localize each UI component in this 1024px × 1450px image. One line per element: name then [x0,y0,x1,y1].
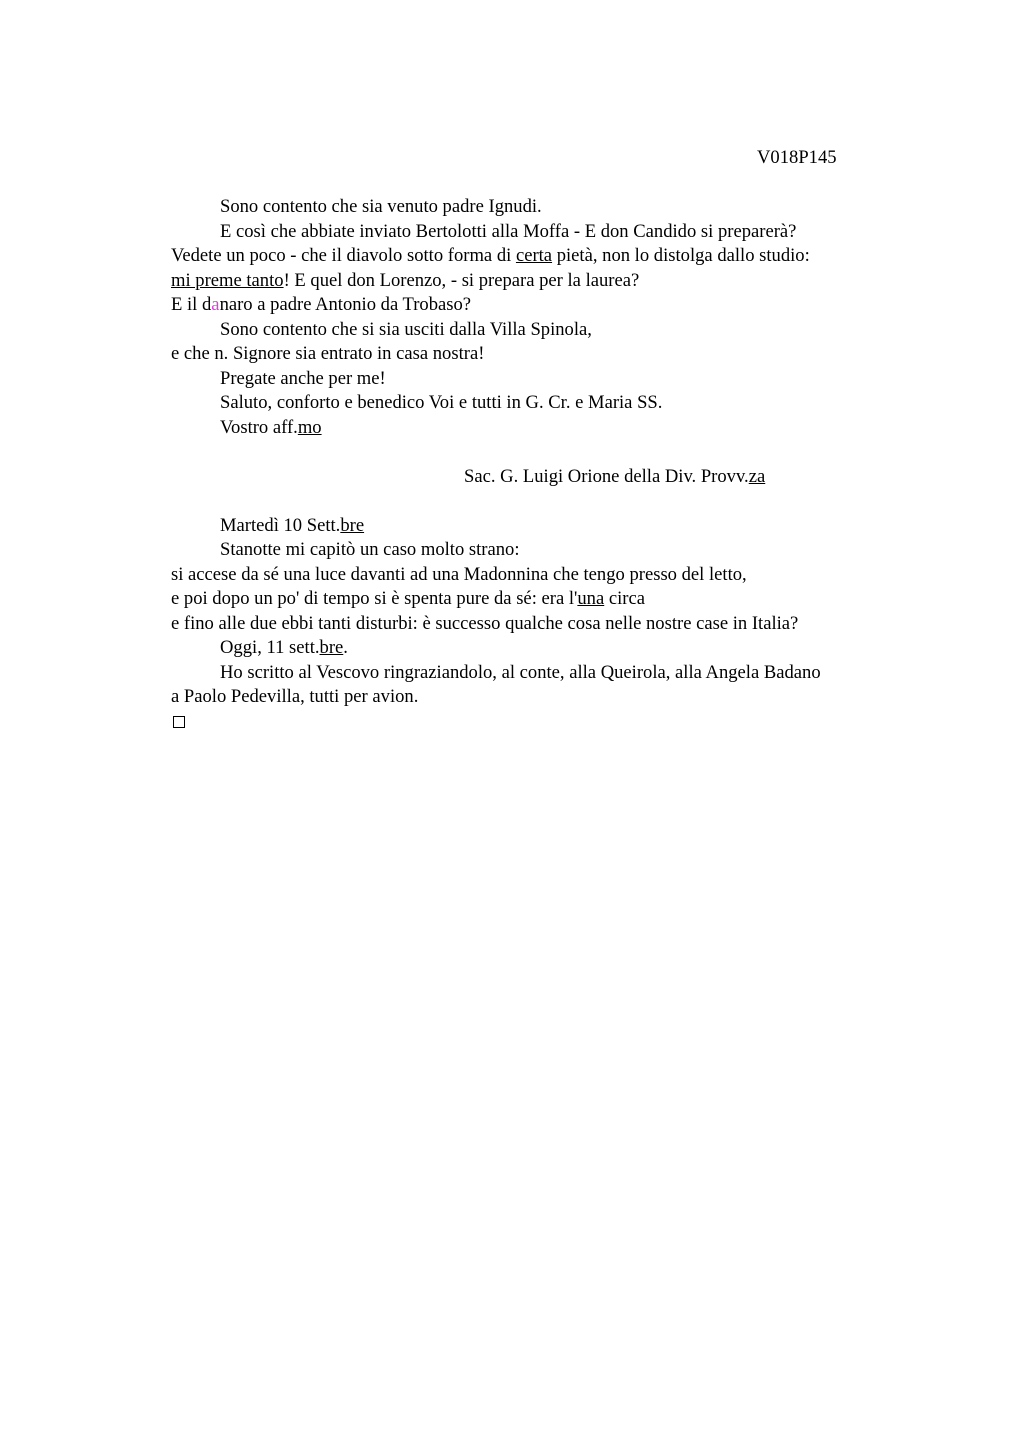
text-span: Sono contento che si sia usciti dalla Villa Spinola, [220,318,592,340]
text-span: Vedete un poco - che il diavolo sotto forma di [171,245,516,266]
text-line [171,293,971,318]
text-span: pietà, non lo distolga dallo studio: [552,245,810,266]
signature-line [171,465,971,490]
text-line [171,195,971,220]
text-span: e poi dopo un po' di tempo si è spenta pure da sé: era l' [171,588,578,609]
text-span: ! E quel don Lorenzo, - si prepara per la laurea? [283,269,640,291]
text-span: Sono contento che sia venuto padre Ignudi. [220,196,542,217]
text-span: Sac. G. Luigi Orione della Div. Provv. [464,465,749,487]
text-line [171,685,971,710]
underlined-text: una [577,588,605,609]
highlighted-letter: a [211,294,220,315]
text-span: e che n. Signore sia entrato in casa nostra! [171,343,485,364]
letter-body [171,195,971,734]
date-line [171,636,971,661]
underlined-text: certa [515,245,553,266]
text-line [171,391,971,416]
text-span: E così che abbiate inviato Bertolotti alla Moffa - E don Candido si preparerà? [220,220,797,242]
text-line [171,318,971,343]
text-line [171,612,971,637]
checkbox-line [171,710,971,735]
text-span: Martedì 10 Sett. [220,514,341,536]
text-line [171,563,971,588]
text-span: Pregate anche per me! [220,367,386,389]
underlined-text: mo [297,416,322,438]
text-line [171,220,971,245]
text-span: si accese da sé una luce davanti ad una Madonnina che tengo presso del letto, [171,563,747,585]
empty-checkbox [173,716,185,728]
text-span: e fino alle due ebbi tanti disturbi: è successo qualche cosa nelle nostre case in Italia? [171,612,799,634]
underlined-text: bre [319,637,344,658]
underlined-text: bre [340,514,365,536]
text-line [171,367,971,392]
underlined-text: za [748,465,766,487]
text-span: a Paolo Pedevilla, tutti per avion. [171,686,419,707]
text-span: Vostro aff. [220,416,298,438]
text-line [171,661,971,686]
text-span: Oggi, 11 sett. [220,637,320,658]
blank-line [171,489,971,514]
text-span: . [343,637,348,658]
text-span: circa [604,588,645,609]
text-span: naro a padre Antonio da Trobaso? [219,294,472,315]
text-line [171,416,971,441]
page-identifier: V018P145 [757,147,837,168]
text-span: Ho scritto al Vescovo ringraziandolo, al conte, alla Queirola, alla Angela Badano [220,661,821,683]
text-line [171,244,971,269]
text-line [171,587,971,612]
date-line [171,514,971,539]
text-line [171,342,971,367]
text-span: Stanotte mi capitò un caso molto strano: [220,539,520,560]
text-span: E il d [171,294,212,315]
text-line [171,538,971,563]
blank-line [171,440,971,465]
text-line [171,269,971,294]
underlined-text: mi preme tanto [171,269,284,291]
text-span: Saluto, conforto e benedico Voi e tutti in G. Cr. e Maria SS. [220,392,663,413]
